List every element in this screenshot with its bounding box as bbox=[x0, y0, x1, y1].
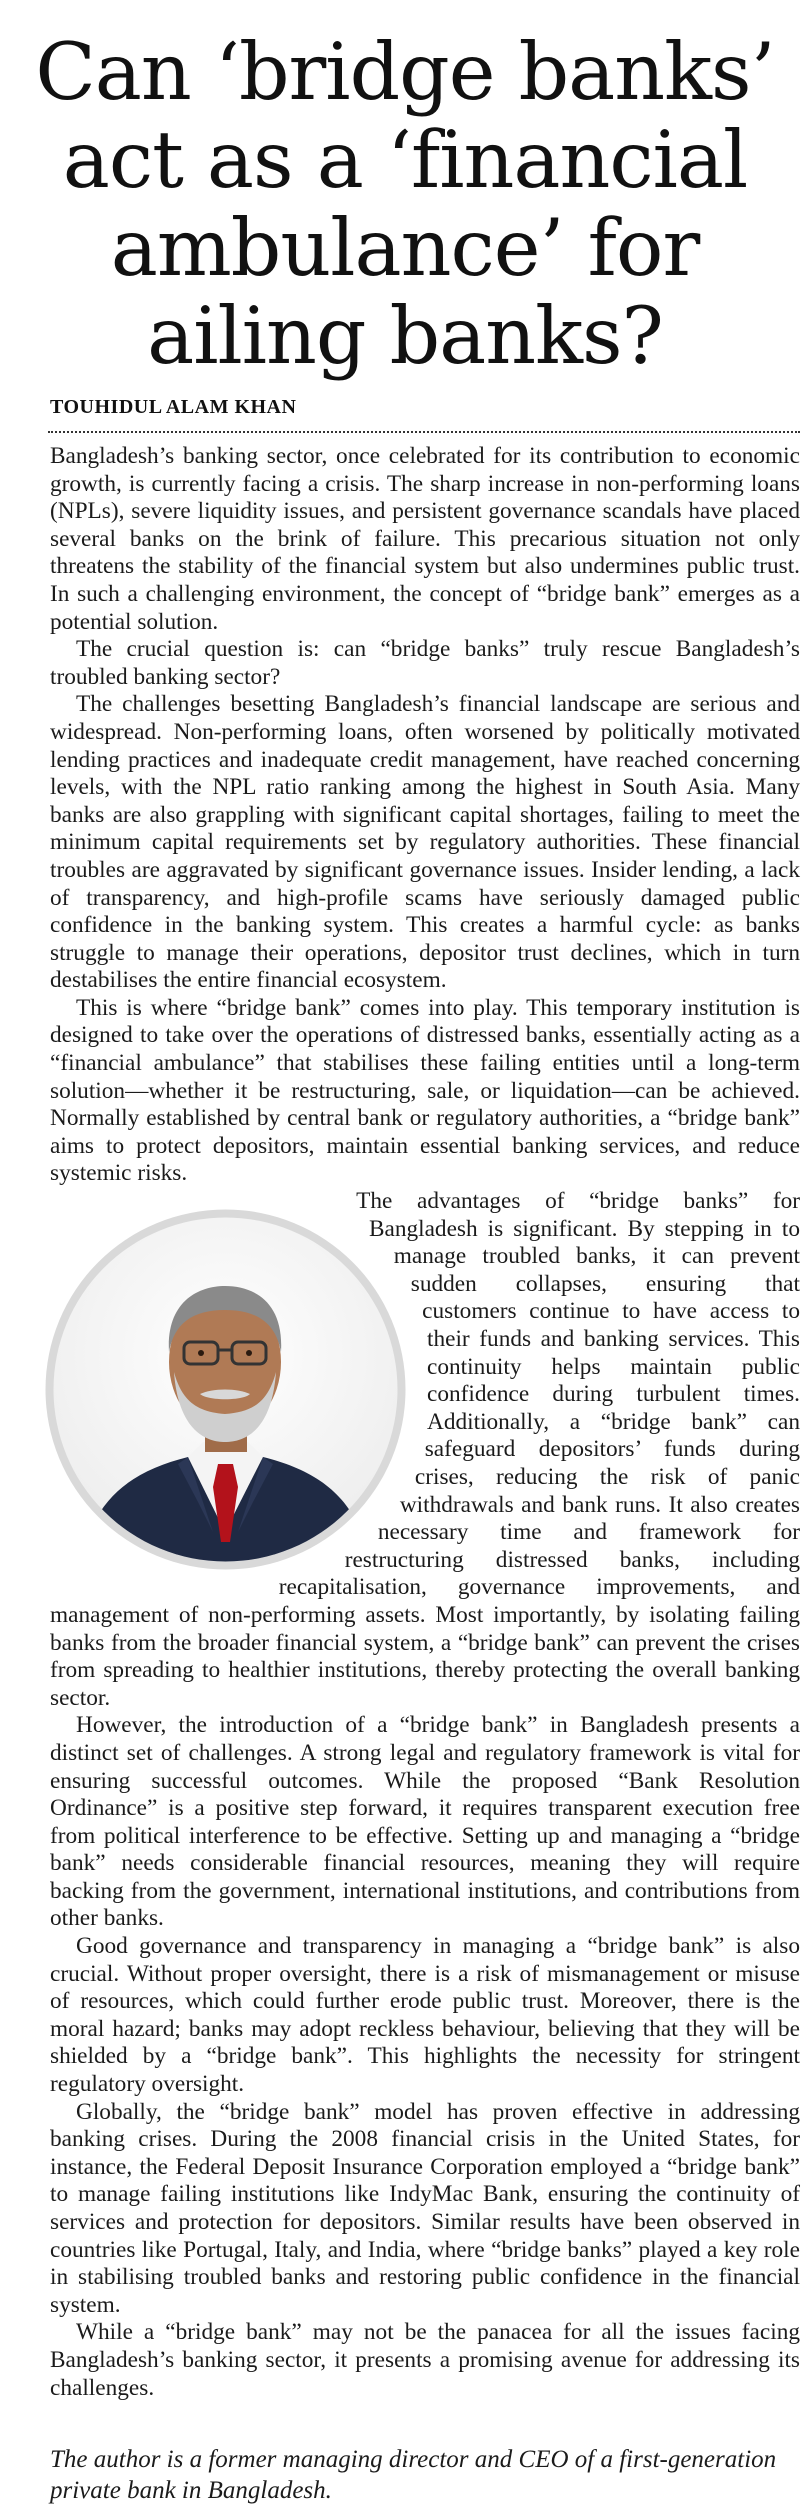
paragraph: This is where “bridge bank” comes into play. This temporary institution is designed to take over the operations of distressed banks, essentially acting as a “financial ambulance” that stabilises these failing entities until a long-term solution—whether it be restructuring, sale, or liquidation—can be achieved. Normally established by central bank or regulatory authorities, a “bridge bank” aims to protect depositors, maintain essential banking services, and reduce systemic risks. bbox=[50, 994, 800, 1187]
headline-line: Can ‘bridge banks’ bbox=[35, 26, 775, 118]
paragraph: The crucial question is: can “bridge banks” truly rescue Bangladesh’s troubled banking sector? bbox=[50, 636, 800, 690]
article-body bbox=[50, 443, 800, 2402]
paragraph: Bangladesh’s banking sector, once celebrated for its contribution to economic growth, is currently facing a crisis. The sharp increase in non-performing loans (NPLs), severe liquidity issues, and persistent governance scandals have placed several banks on the brink of failure. This precarious situation not only threatens the stability of the financial system but also undermines public trust. In such a challenging environment, the concept of “bridge bank” emerges as a potential solution. bbox=[50, 443, 800, 635]
headline bbox=[30, 28, 780, 380]
paragraph: Globally, the “bridge bank” model has proven effective in addressing banking crises. During the 2008 financial crisis in the United States, for instance, the Federal Deposit Insurance Corporation employed a “bridge bank” to manage failing institutions like IndyMac Bank, ensuring the continuity of services and protection for depositors. Similar results have been observed in countries like Portugal, Italy, and India, where “bridge banks” played a key role in stabilising troubled banks and restoring public confidence in the financial system. bbox=[50, 2098, 800, 2318]
author-portrait bbox=[38, 1202, 413, 1577]
paragraph: Good governance and transparency in managing a “bridge bank” is also crucial. Without proper oversight, there is a risk of mismanagement or misuse of resources, which could further erode public trust. Moreover, there is the moral hazard; banks may adopt reckless behaviour, believing that they will be shielded by a “bridge bank”. This highlights the necessity for stringent regulatory oversight. bbox=[50, 1933, 800, 2098]
headline-line: ailing banks? bbox=[147, 290, 663, 382]
author-portrait-icon bbox=[38, 1202, 413, 1577]
paragraph: The challenges besetting Bangladesh’s financial landscape are serious and widespread. Non-performing loans, often worsened by politically motivated lending practices and inadequate credit management, have reached concerning levels, with the NPL ratio ranking among the highest in South Asia. Many banks are also grappling with significant capital shortages, failing to meet the minimum capital requirements set by regulatory authorities. These financial troubles are aggravated by significant governance issues. Insider lending, a lack of transparency, and high-profile scams have seriously damaged public confidence in the banking system. This creates a harmful cycle: as banks struggle to manage their operations, depositor trust declines, which in turn destabilises the entire financial ecosystem. bbox=[50, 691, 800, 994]
headline-line: ambulance’ for bbox=[110, 202, 700, 294]
dotted-divider bbox=[48, 431, 800, 433]
author-footnote: The author is a former managing director and CEO of a first-generation private bank in Bangladesh. bbox=[50, 2446, 777, 2504]
headline-line: act as a ‘financial bbox=[62, 114, 748, 206]
byline: TOUHIDUL ALAM KHAN bbox=[50, 396, 297, 418]
paragraph: The advantages of “bridge banks” for Bangladesh is significant. By stepping in to manage troubled banks, it can prevent sudden collapses, ensuring that customers continue to have access to their funds and banking services. This continuity helps maintain public confidence during turbulent times. Additionally, a “bridge bank” can safeguard depositors’ funds during crises, reducing the risk of panic withdrawals and bank runs. It also creates necessary time and framework for restructuring distressed banks, including recapitalisation, governance improvements, and management of non-performing assets. Most importantly, by isolating failing banks from the broader financial system, a “bridge bank” can prevent the crises from spreading to healthier institutions, thereby protecting the overall banking sector. bbox=[50, 1188, 800, 1711]
paragraph: However, the introduction of a “bridge bank” in Bangladesh presents a distinct set of challenges. A strong legal and regulatory framework is vital for ensuring successful outcomes. While the proposed “Bank Resolution Ordinance” is a positive step forward, it requires transparent execution free from political interference to be effective. Setting up and managing a “bridge bank” needs considerable financial resources, meaning they will require backing from the government, international institutions, and contributions from other banks. bbox=[50, 1712, 800, 1932]
paragraph: While a “bridge bank” may not be the panacea for all the issues facing Bangladesh’s banking sector, it presents a promising avenue for addressing its challenges. bbox=[50, 2319, 800, 2401]
